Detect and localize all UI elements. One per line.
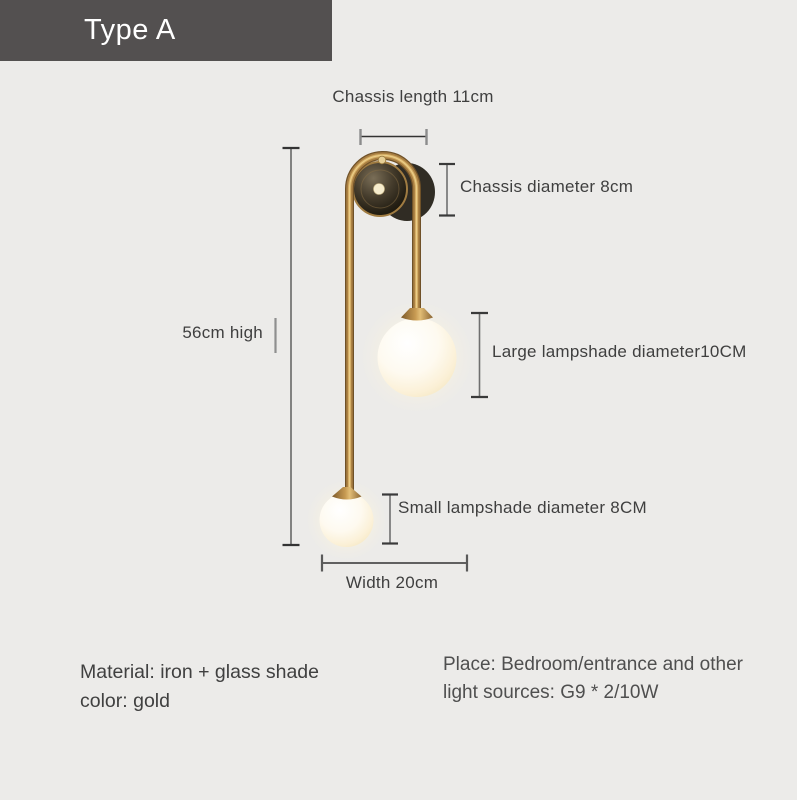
chassis-diameter-label: Chassis diameter 8cm — [460, 177, 634, 196]
dim-large-lampshade — [471, 313, 488, 397]
small-lampshade-label: Small lampshade diameter 8CM — [398, 498, 647, 517]
small-globe — [320, 493, 374, 547]
height-label: 56cm high — [182, 323, 263, 342]
large-globe — [378, 318, 457, 397]
chassis — [353, 162, 435, 221]
width-label: Width 20cm — [345, 573, 439, 592]
rod-finial-ball — [378, 156, 386, 164]
material-line-2: color: gold — [80, 690, 170, 712]
chassis-center-dot — [374, 184, 385, 195]
material-spec — [80, 658, 319, 716]
material-line-1: Material: iron + glass shade — [80, 661, 319, 683]
dim-chassis-length — [361, 129, 427, 145]
dim-height — [276, 148, 300, 545]
place-line-1: Place: Bedroom/entrance and other — [443, 654, 743, 675]
type-banner-label: Type A — [84, 14, 176, 46]
large-lampshade-label: Large lampshade diameter10CM — [492, 342, 747, 361]
dim-chassis-diameter — [439, 164, 455, 216]
place-spec — [443, 651, 743, 707]
place-line-2: light sources: G9 * 2/10W — [443, 682, 659, 703]
chassis-length-label: Chassis length 11cm — [332, 87, 494, 106]
